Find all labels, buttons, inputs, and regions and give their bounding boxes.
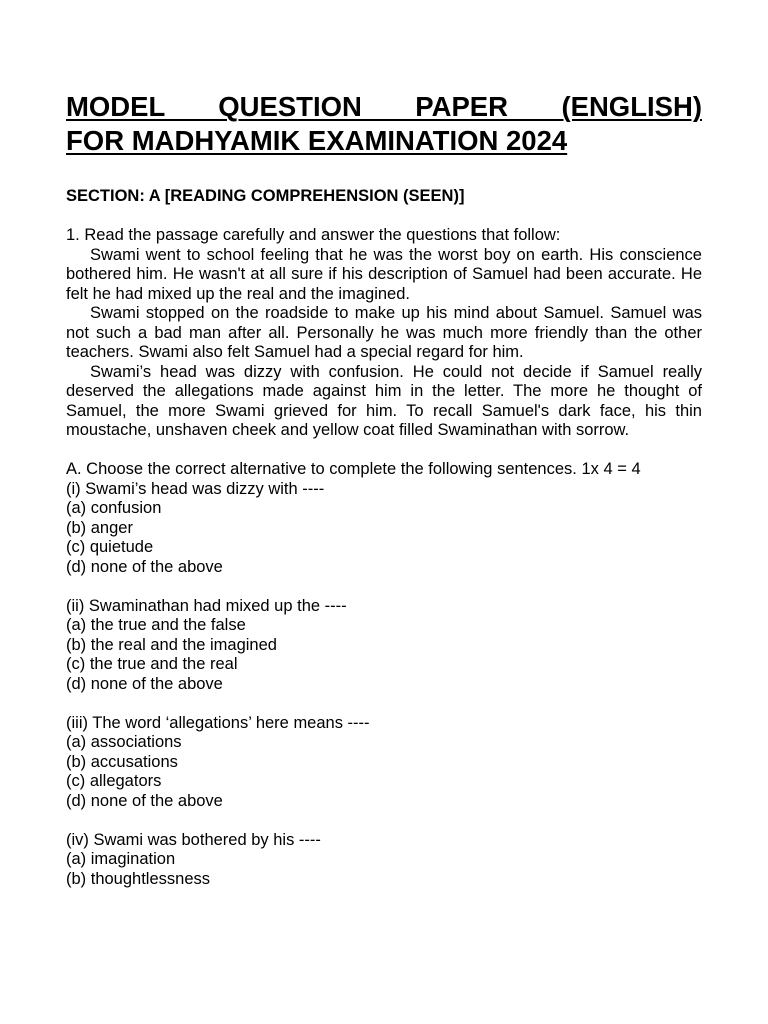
- mcq-option: (a) confusion: [66, 499, 162, 517]
- mcq-item: [66, 597, 702, 695]
- passage-paragraph: Swami’s head was dizzy with confusion. He could not decide if Samuel really deserved the allegations made against him in the letter. The more he thought of Samuel, the more Swami grieved for him. To recall Samuel's dark face, his thin moustache, unshaven cheek and yellow coat filled Swaminathan with sorrow.: [66, 362, 702, 439]
- section-heading: SECTION: A [READING COMPREHENSION (SEEN)]: [66, 187, 465, 205]
- paper-title-line-1: MODEL QUESTION PAPER (ENGLISH): [66, 91, 702, 122]
- mcq-question: (ii) Swaminathan had mixed up the ----: [66, 596, 347, 615]
- mcq-question: (iv) Swami was bothered by his ----: [66, 830, 321, 849]
- passage-paragraph: Swami stopped on the roadside to make up his mind about Samuel. Samuel was not such a bad man after all. Personally he was much more friendly than the other teachers. Swami also felt Samuel had a special regard for him.: [66, 304, 702, 361]
- part-a: [66, 460, 702, 889]
- passage-paragraph: Swami went to school feeling that he was the worst boy on earth. His conscience bothered him. He wasn't at all sure if his description of Samuel had been accurate. He felt he had mixed up the real and the imagined.: [66, 245, 702, 303]
- mcq-option: (d) none of the above: [66, 557, 223, 576]
- mcq-item: [66, 714, 702, 812]
- mcq-item: [66, 831, 702, 890]
- mcq-option: (b) accusations: [66, 752, 178, 771]
- mcq-option: (b) the real and the imagined: [66, 635, 277, 654]
- mcq-option: (c) allegators: [66, 772, 162, 790]
- paper-title: [66, 90, 702, 158]
- mcq-option: (d) none of the above: [66, 791, 223, 810]
- question-1-prompt: 1. Read the passage carefully and answer the questions that follow:: [66, 226, 561, 244]
- mcq-question: (i) Swami’s head was dizzy with ----: [66, 479, 325, 498]
- mcq-option: (a) imagination: [66, 850, 176, 868]
- mcq-option: (b) anger: [66, 518, 133, 537]
- mcq-option: (d) none of the above: [66, 674, 223, 693]
- question-1: [66, 226, 702, 441]
- mcq-question: (iii) The word ‘allegations’ here means ----: [66, 713, 370, 732]
- mcq-option: (c) the true and the real: [66, 655, 238, 673]
- question-paper-page: [66, 90, 702, 889]
- mcq-option: (a) associations: [66, 733, 182, 751]
- mcq-option: (a) the true and the false: [66, 616, 246, 634]
- mcq-option: (b) thoughtlessness: [66, 869, 210, 888]
- mcq-option: (c) quietude: [66, 538, 154, 556]
- part-a-instruction: A. Choose the correct alternative to complete the following sentences. 1x 4 = 4: [66, 460, 641, 478]
- mcq-item: [66, 480, 702, 578]
- paper-title-line-2: FOR MADHYAMIK EXAMINATION 2024: [66, 125, 568, 156]
